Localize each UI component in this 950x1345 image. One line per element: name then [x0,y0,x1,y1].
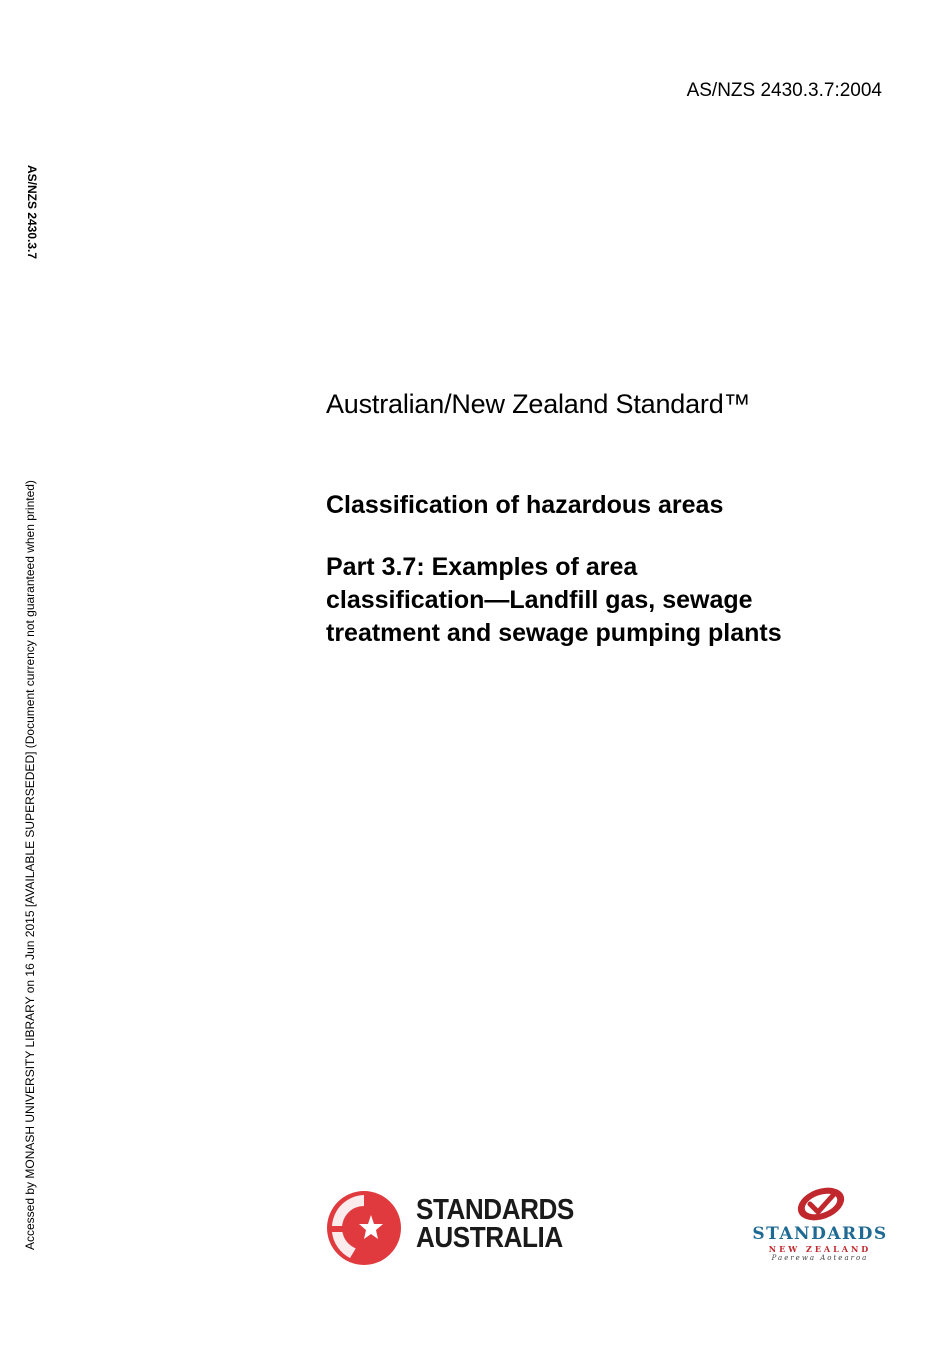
standards-nz-check-icon [746,1184,896,1224]
standards-australia-line-2: AUSTRALIA [416,1222,563,1254]
part-title [326,551,896,650]
standards-australia-wordmark [416,1196,574,1252]
standards-nz-country: NEW ZEALAND [768,1244,872,1254]
document-code: AS/NZS 2430.3.7:2004 [686,80,882,101]
document-title: Classification of hazardous areas [326,491,724,519]
standard-name: Australian/New Zealand Standard™ [326,389,751,419]
standards-new-zealand-logo [746,1184,896,1268]
standards-nz-maori: Paerewa Aotearoa [771,1254,869,1262]
standards-australia-line-1: STANDARDS [416,1194,574,1226]
part-title-line-3: treatment and sewage pumping plants [326,619,782,647]
standards-australia-emblem-icon [326,1190,406,1270]
part-title-line-1: Part 3.7: Examples of area [326,553,638,581]
standards-nz-name: STANDARDS [752,1224,888,1244]
spine-document-code: AS/NZS 2430.3.7 [25,165,39,260]
access-watermark-note: Accessed by MONASH UNIVERSITY LIBRARY on 16 Jun 2015 [AVAILABLE SUPERSEDED] (Document currency not guaranteed when printed) [23,480,37,1250]
part-title-line-2: classification—Landfill gas, sewage [326,586,753,614]
standards-australia-logo [326,1190,606,1270]
